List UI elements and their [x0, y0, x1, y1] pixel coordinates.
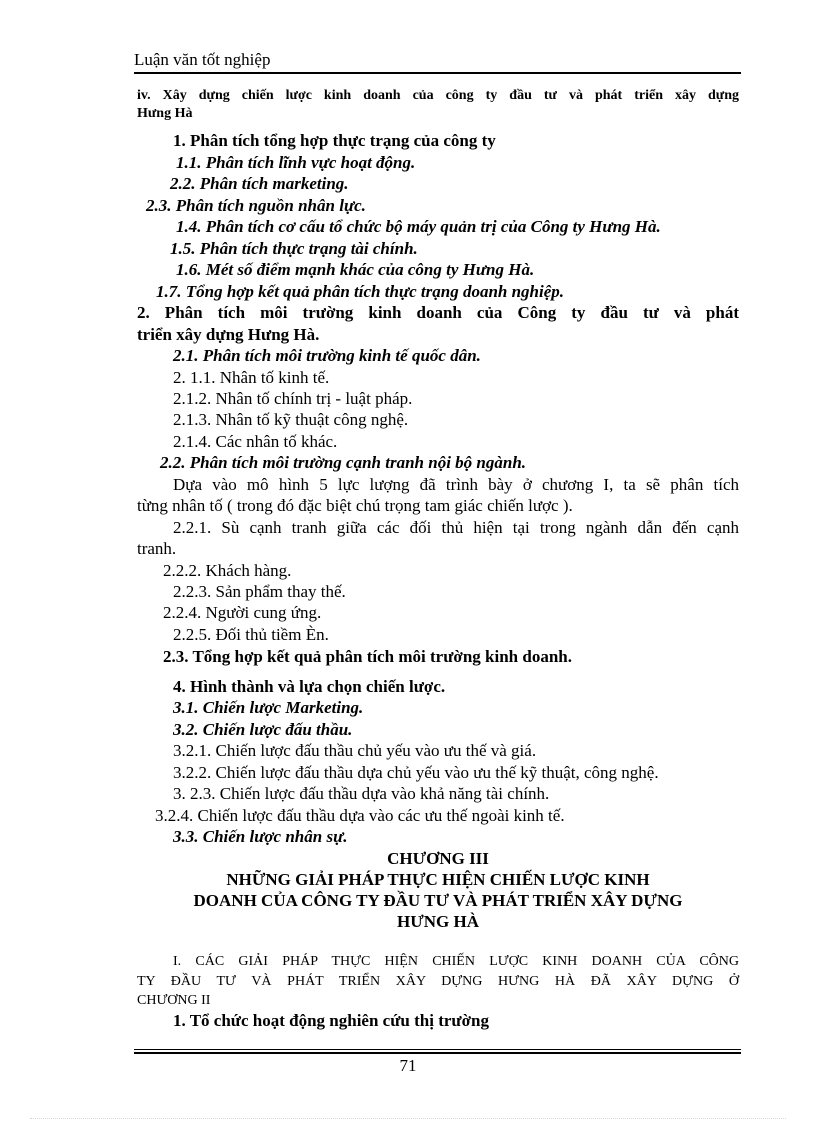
section-4: 4. Hình thành và lựa chọn chiến lược. [173, 677, 446, 696]
section-I-heading: I. CÁC GIẢI PHÁP THỰC HIỆN CHIẾN LƯỢC KINH DOANH CỦA CÔNG [173, 954, 739, 969]
item-2-2-heading: 2.2. Phân tích môi trường cạnh tranh nội bộ ngành. [160, 453, 527, 472]
subsection-1: 1. Tổ chức hoạt động nghiên cứu thị trường [173, 1011, 490, 1030]
header-rule [134, 72, 741, 74]
heading-iv: iv. Xây dựng chiến lược kinh doanh của công ty đầu tư và phát triển xây dựng [137, 88, 739, 103]
heading-iv-cont: Hưng Hà [137, 106, 193, 121]
item-3-2-2: 3.2.2. Chiến lược đấu thầu dựa chủ yếu vào ưu thế kỹ thuật, công nghệ. [173, 763, 659, 782]
section-1: 1. Phân tích tổng hợp thực trạng của công ty [173, 131, 496, 150]
item-2-1: 2.1. Phân tích môi trường kinh tế quốc dân. [173, 346, 481, 365]
item-2-1-2: 2.1.2. Nhân tố chính trị - luật pháp. [173, 389, 413, 408]
item-1-5: 1.5. Phân tích thực trạng tài chính. [170, 239, 418, 258]
chapter-title-line-3: HƯNG HÀ [396, 912, 479, 931]
section-I-heading-cont: TY ĐẦU TƯ VÀ PHÁT TRIỂN XÂY DỰNG HƯNG HÀ ĐÃ XÂY DỰNG Ở [137, 974, 739, 989]
item-3-2-3: 3. 2.3. Chiến lược đấu thầu dựa vào khả năng tài chính. [173, 784, 550, 803]
item-3-2-1: 3.2.1. Chiến lược đấu thầu chủ yếu vào ưu thế và giá. [173, 741, 537, 760]
section-2: 2. Phân tích môi trường kinh doanh của Công ty đầu tư và phát [137, 303, 739, 322]
item-2-1-4: 2.1.4. Các nhân tố khác. [173, 432, 338, 451]
item-2-3: 2.3. Phân tích nguồn nhân lực. [146, 196, 366, 215]
chapter-title-line-1: NHỮNG GIẢI PHÁP THỰC HIỆN CHIẾN LƯỢC KINH [226, 870, 650, 889]
item-2-2-3: 2.2.3. Sản phẩm thay thế. [173, 582, 346, 601]
item-2-2: 2.2. Phân tích marketing. [170, 174, 349, 193]
item-2-2-4: 2.2.4. Người cung ứng. [163, 603, 322, 622]
section-I-heading-end: CHƯƠNG II [137, 993, 211, 1008]
page-bottom-dotted-line [30, 1118, 786, 1119]
item-2-3-summary: 2.3. Tổng hợp kết quả phân tích môi trường kinh doanh. [163, 647, 572, 666]
item-1-4: 1.4. Phân tích cơ cấu tổ chức bộ máy quản trị của Công ty Hưng Hà. [176, 217, 661, 236]
footer-rule-thin [134, 1049, 741, 1050]
item-2-1-3: 2.1.3. Nhân tố kỹ thuật công nghệ. [173, 410, 409, 429]
item-3-3: 3.3. Chiến lược nhân sự. [173, 827, 348, 846]
page-number: 71 [399, 1056, 417, 1075]
item-1-6: 1.6. Mét số điểm mạnh khác của công ty Hưng Hà. [176, 260, 535, 279]
paragraph-line-1: Dựa vào mô hình 5 lực lượng đã trình bày ở chương I, ta sẽ phân tích [173, 475, 739, 494]
item-1-7: 1.7. Tổng hợp kết quả phân tích thực trạng doanh nghiệp. [156, 282, 565, 301]
running-header-title: Luận văn tốt nghiệp [134, 50, 271, 69]
section-2-cont: triển xây dựng Hưng Hà. [137, 325, 320, 344]
paragraph-line-2: từng nhân tố ( trong đó đặc biệt chú trọng tam giác chiến lược ). [137, 496, 573, 515]
footer-rule-thick [134, 1052, 741, 1054]
item-3-1: 3.1. Chiến lược Marketing. [173, 698, 364, 717]
item-1-1: 1.1. Phân tích lĩnh vực hoạt động. [176, 153, 416, 172]
item-2-2-2: 2.2.2. Khách hàng. [163, 561, 292, 580]
item-3-2: 3.2. Chiến lược đấu thầu. [173, 720, 353, 739]
chapter-title-line-2: DOANH CỦA CÔNG TY ĐẦU TƯ VÀ PHÁT TRIỂN XÂY DỰNG [193, 891, 683, 910]
chapter-label: CHƯƠNG III [387, 849, 489, 868]
item-2-2-1-cont: tranh. [137, 539, 177, 558]
item-2-1-1: 2. 1.1. Nhân tố kinh tế. [173, 368, 330, 387]
item-3-2-4: 3.2.4. Chiến lược đấu thầu dựa vào các ưu thế ngoài kinh tế. [155, 806, 565, 825]
item-2-2-5: 2.2.5. Đối thủ tiềm Èn. [173, 625, 329, 644]
item-2-2-1: 2.2.1. Sù cạnh tranh giữa các đối thủ hiện tại trong ngành dẫn đến cạnh [173, 518, 739, 537]
